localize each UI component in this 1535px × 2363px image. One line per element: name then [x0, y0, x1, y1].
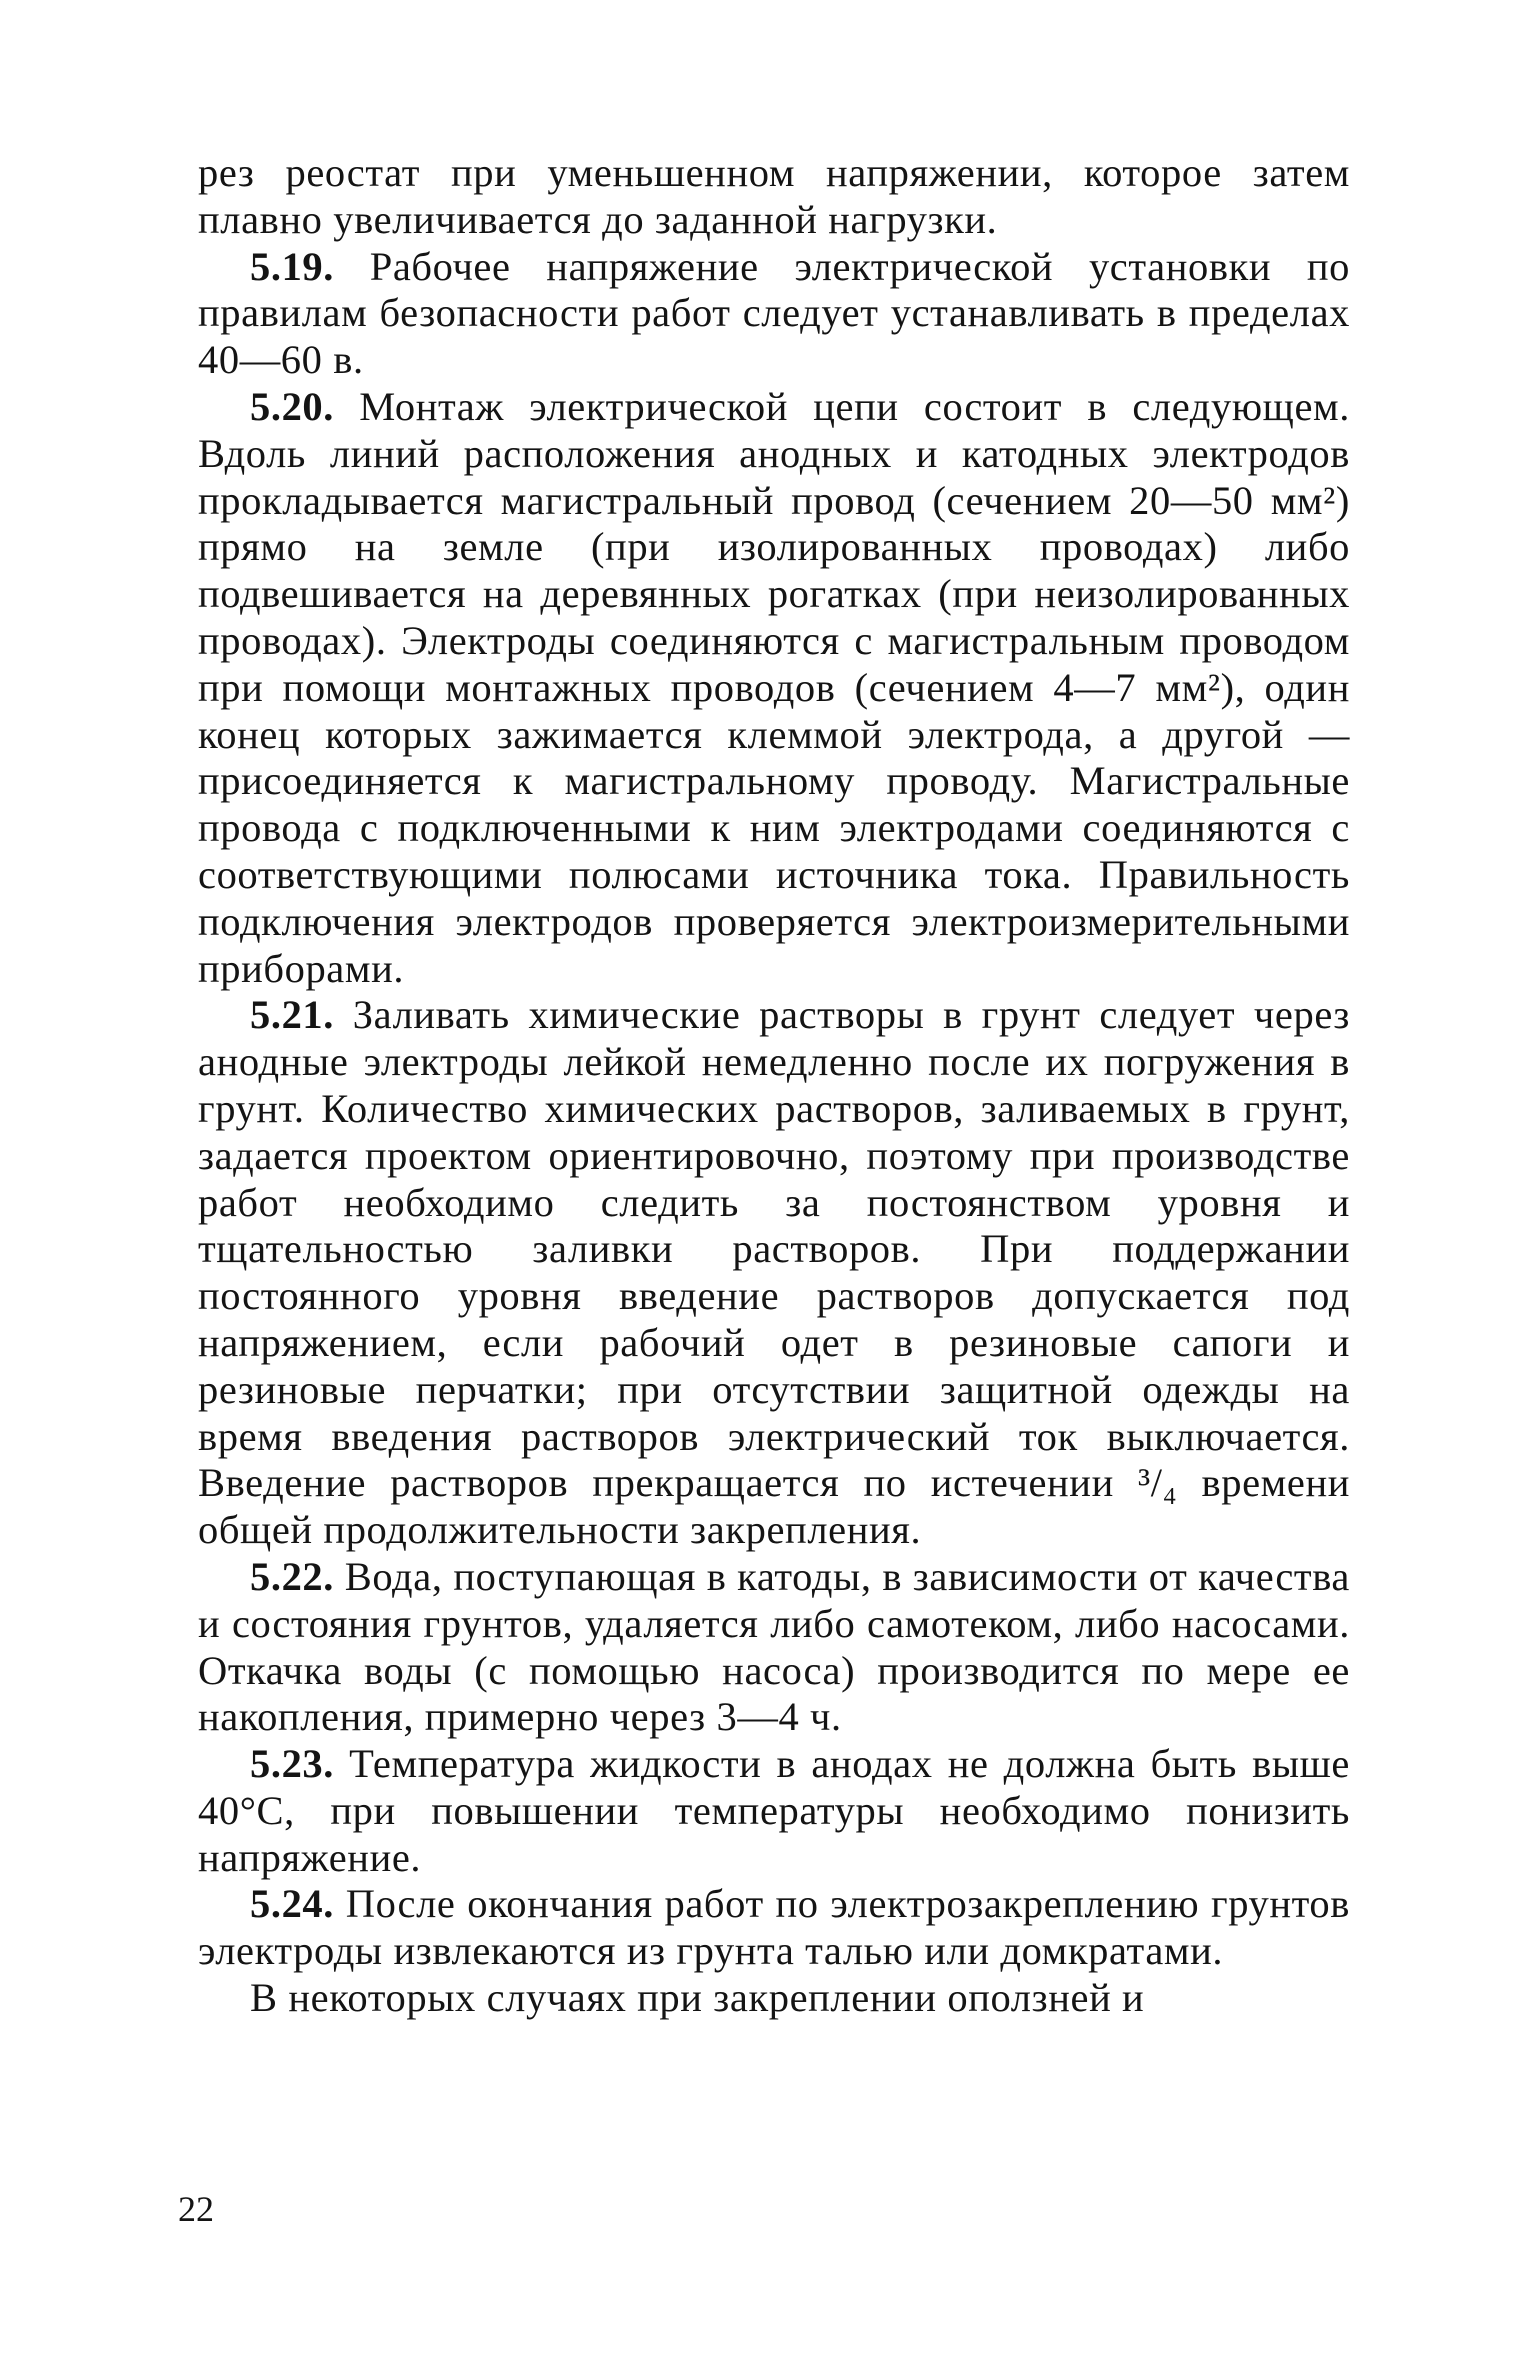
page-number: 22	[178, 2189, 214, 2229]
paragraph-5-22: 5.22. Вода, поступающая в катоды, в зависимости от качества и состояния грунтов, удаляется либо самотеком, либо насосами. Откачка воды (с помощью насоса) производится по мере ее накопления, примерно через 3—4 ч.	[198, 1553, 1350, 1740]
paragraph-final: В некоторых случаях при закреплении оползней и	[250, 1975, 1145, 2021]
paragraph-5-21: 5.21. Заливать химические растворы в грунт следует через анодные электроды лейкой немедленно после их погружения в грунт. Количество химических растворов, заливаемых в грунт, задается проектом ориентировочно, поэтому при производстве работ необходимо следить за постоянством уровня и тщательностью заливки растворов. При поддержании постоянного уровня введение растворов допускается под напряжением, если рабочий одет в резиновые сапоги и резиновые перчатки; при отсутствии защитной одежды на время введения растворов электрический ток выключается. Введение растворов прекращается по истечении ³/₄ времени общей продолжительности закрепления.	[198, 992, 1350, 1553]
clause-number: 5.24.	[250, 1881, 334, 1927]
clause-number: 5.23.	[250, 1741, 334, 1787]
clause-number: 5.21.	[250, 992, 334, 1038]
paragraph-5-19: 5.19. Рабочее напряжение электрической установки по правилам безопасности работ следует устанавливать в пределах 40—60 в.	[198, 243, 1350, 383]
paragraph-5-24: 5.24. После окончания работ по электрозакреплению грунтов электроды извлекаются из грунта талью или домкратами.	[198, 1881, 1350, 1974]
paragraph-continuation: рез реостат при уменьшенном напряжении, которое затем плавно увеличивается до заданной нагрузки.	[198, 150, 1350, 242]
clause-number: 5.22.	[250, 1553, 334, 1599]
clause-number: 5.19.	[250, 243, 334, 289]
page-body	[198, 150, 1350, 2022]
paragraph-5-23: 5.23. Температура жидкости в анодах не должна быть выше 40°С, при повышении температуры необходимо понизить напряжение.	[198, 1741, 1350, 1880]
clause-number: 5.20.	[250, 383, 334, 429]
paragraph-5-20: 5.20. Монтаж электрической цепи состоит в следующем. Вдоль линий расположения анодных и катодных электродов прокладывается магистральный провод (сечением 20—50 мм²) прямо на земле (при изолированных проводах) либо подвешивается на деревянных рогатках (при неизолированных проводах). Электроды соединяются с магистральным проводом при помощи монтажных проводов (сечением 4—7 мм²), один конец которых зажимается клеммой электрода, а другой — присоединяется к магистральному проводу. Магистральные провода с подключенными к ним электродами соединяются с соответствующими полюсами источника тока. Правильность подключения электродов проверяется электроизмерительными приборами.	[198, 383, 1350, 991]
